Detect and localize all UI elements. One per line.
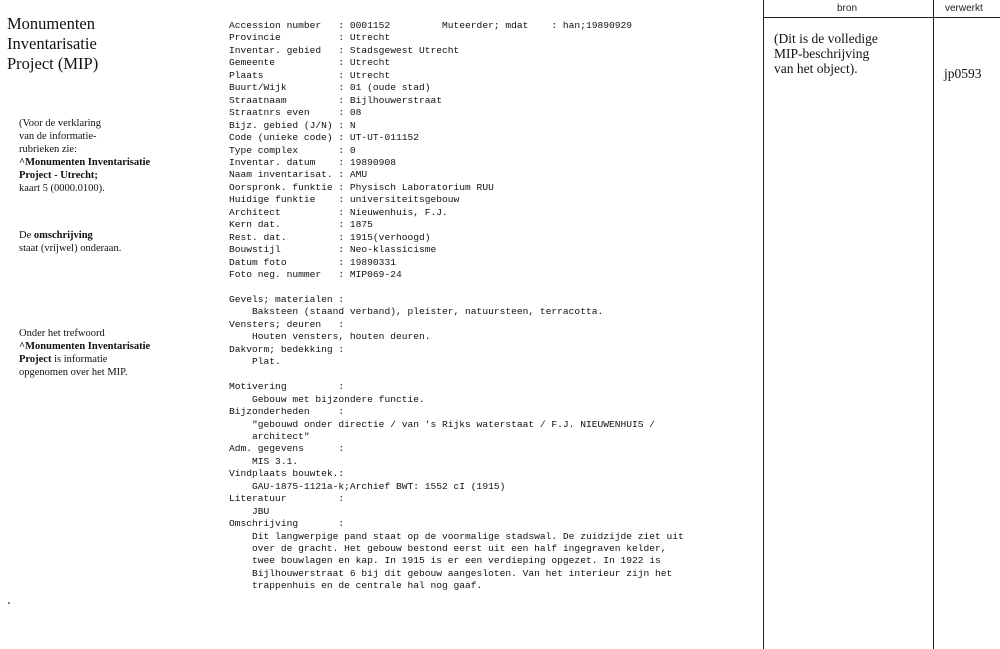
column-header-bron: bron [837,3,858,14]
side-note-text: kaart 5 (0000.0100). [19,183,105,194]
side-note-bold: omschrijving [33,230,93,241]
side-note-text: (Voor de verklaring van de informatie- rubrieken zie: [19,118,102,155]
side-note-text: staat (vrijwel) onderaan. [19,243,122,254]
side-note-text: De [19,230,34,241]
side-note-description [19,229,121,255]
side-note-bold: ^Monumenten Inventarisatie Project [19,341,151,365]
side-note-text: is informatie opgenomen over het MIP. [19,354,128,378]
monument-record: Accession number : 0001152 Muteerder; mdat : han;19890929 Provincie : Utrecht Inventar. gebied : Stadsgewest Utrecht Gemeente : Utrecht Plaats : Utrecht Buurt/Wijk : 01 (oude stad) Straatnaam : Bijlhouwerstraat Straatnrs even : 08 Bijz. gebied (J/N) : N Code (unieke code) : UT-UT-011152 Type complex : 0 Inventar. datum : 19890908 Naam inventarisat. : AMU Oorspronk. funktie : Physisch Laboratorium RUU Huidige funktie : universiteitsgebouw Architect : Nieuwenhuis, F.J. Kern dat. : 1875 Rest. dat. : 1915(verhoogd) Bouwstijl : Neo-klassicisme Datum foto : 19890331 Foto neg. nummer : MIP069-24 Gevels; materialen : Baksteen (staand verband), pleister, natuursteen, terracotta. Vensters; deuren : Houten vensters, houten deuren. Dakvorm; bedekking : Plat. Motivering : Gebouw met bijzondere functie. Bijzonderheden : "gebouwd onder directie / van 's Rijks waterstaat / F.J. NIEUWENHUIS / architect" Adm. gegevens : MIS 3.1. Vindplaats bouwtek.: GAU-1875-1121a-k;Archief BWT: 1552 cI (1915) Literatuur : JBU Omschrijving : Dit langwerpige pand staat op de voormalige stadswal. De zuidzijde ziet uit over de gracht. Het gebouw bestond eerst uit een half ingegraven kelder, twee bouwlagen en kap. In 1915 is er een verdieping opgezet. In 1922 is Bijlhouwerstraat 6 bij dit gebouw aangesloten. Van het interieur zijn het trappenhuis en de centrale hal nog gaaf. [229,20,684,592]
bron-note: (Dit is de volledige MIP-beschrijving van het object). [774,31,878,76]
column-divider-left [763,0,764,649]
column-header-verwerkt: verwerkt [945,3,983,14]
side-note-reference [19,117,150,195]
header-rule [763,17,1000,18]
side-note-keyword [19,327,150,379]
side-note-bold: ^Monumenten Inventarisatie Project - Utrecht; [19,157,151,181]
verwerkt-code: jp0593 [944,66,982,81]
side-note-text: Onder het trefwoord [19,328,105,339]
column-divider-right [933,0,934,649]
document-title: Monumenten Inventarisatie Project (MIP) [7,14,99,73]
scan-speck [8,602,10,604]
